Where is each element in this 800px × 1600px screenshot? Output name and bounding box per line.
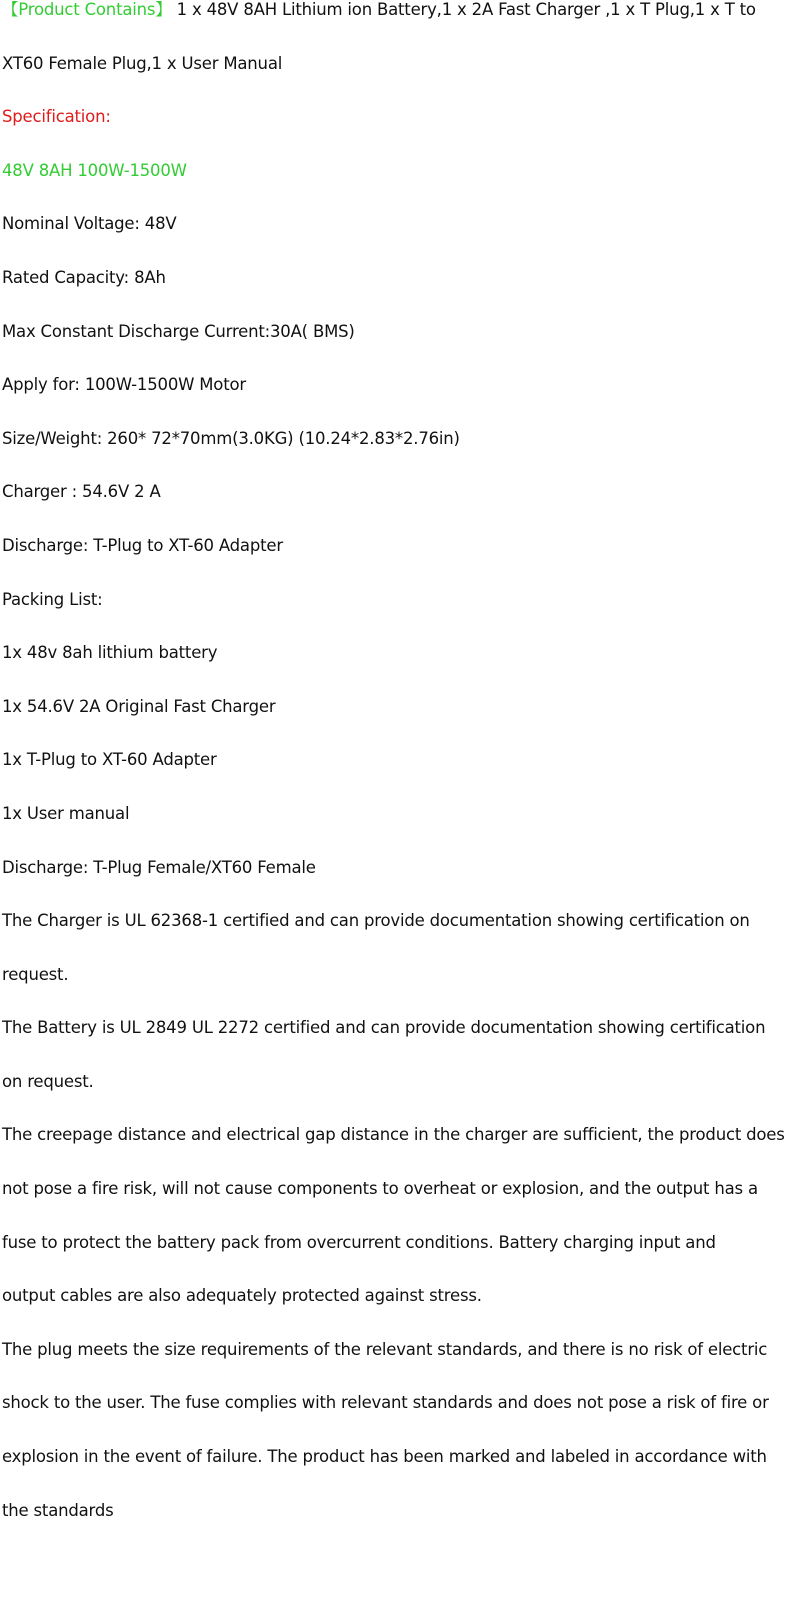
battery-certification-line: The Battery is UL 2849 UL 2272 certified and can provide documentation showing certification: [2, 1018, 766, 1038]
spec-charger: Charger : 54.6V 2 A: [2, 482, 161, 502]
packing-item: 1x 48v 8ah lithium battery: [2, 643, 218, 663]
battery-certification-line: on request.: [2, 1071, 94, 1091]
product-contains-line-1: [2, 0, 800, 54]
plug-paragraph-line: explosion in the event of failure. The product has been marked and labeled in accordance with: [2, 1447, 767, 1467]
spec-discharge: Discharge: T-Plug to XT-60 Adapter: [2, 535, 283, 555]
packing-item: 1x 54.6V 2A Original Fast Charger: [2, 696, 276, 716]
spec-model: 48V 8AH 100W-1500W: [2, 160, 187, 180]
packing-item: Discharge: T-Plug Female/XT60 Female: [2, 857, 316, 877]
creepage-paragraph-line: not pose a fire risk, will not cause components to overheat or explosion, and the output has a: [2, 1179, 758, 1199]
packing-list-heading: Packing List:: [2, 589, 103, 609]
product-contains-line-2: XT60 Female Plug,1 x User Manual: [2, 53, 283, 73]
creepage-paragraph-line: fuse to protect the battery pack from overcurrent conditions. Battery charging input and: [2, 1232, 716, 1252]
plug-paragraph-line: the standards: [2, 1500, 114, 1520]
creepage-paragraph-line: The creepage distance and electrical gap distance in the charger are sufficient, the product does: [2, 1125, 785, 1145]
specification-heading: Specification:: [2, 107, 111, 127]
spec-max-discharge-current: Max Constant Discharge Current:30A( BMS): [2, 321, 355, 341]
plug-paragraph-line: shock to the user. The fuse complies with relevant standards and does not pose a risk of fire or: [2, 1393, 769, 1413]
product-contains-text: 1 x 48V 8AH Lithium ion Battery,1 x 2A Fast Charger ,1 x T Plug,1 x T to: [171, 0, 756, 19]
spec-apply-for: Apply for: 100W-1500W Motor: [2, 375, 246, 395]
spec-rated-capacity: Rated Capacity: 8Ah: [2, 267, 166, 287]
plug-paragraph-line: The plug meets the size requirements of the relevant standards, and there is no risk of electric: [2, 1339, 768, 1359]
packing-item: 1x User manual: [2, 803, 130, 823]
charger-certification-line: The Charger is UL 62368-1 certified and can provide documentation showing certification on: [2, 911, 750, 931]
packing-item: 1x T-Plug to XT-60 Adapter: [2, 750, 217, 770]
spec-nominal-voltage: Nominal Voltage: 48V: [2, 214, 177, 234]
product-contains-label: 【Product Contains】: [2, 0, 172, 19]
creepage-paragraph-line: output cables are also adequately protected against stress.: [2, 1286, 482, 1306]
spec-size-weight: Size/Weight: 260* 72*70mm(3.0KG) (10.24*2.83*2.76in): [2, 428, 460, 448]
charger-certification-line: request.: [2, 964, 69, 984]
